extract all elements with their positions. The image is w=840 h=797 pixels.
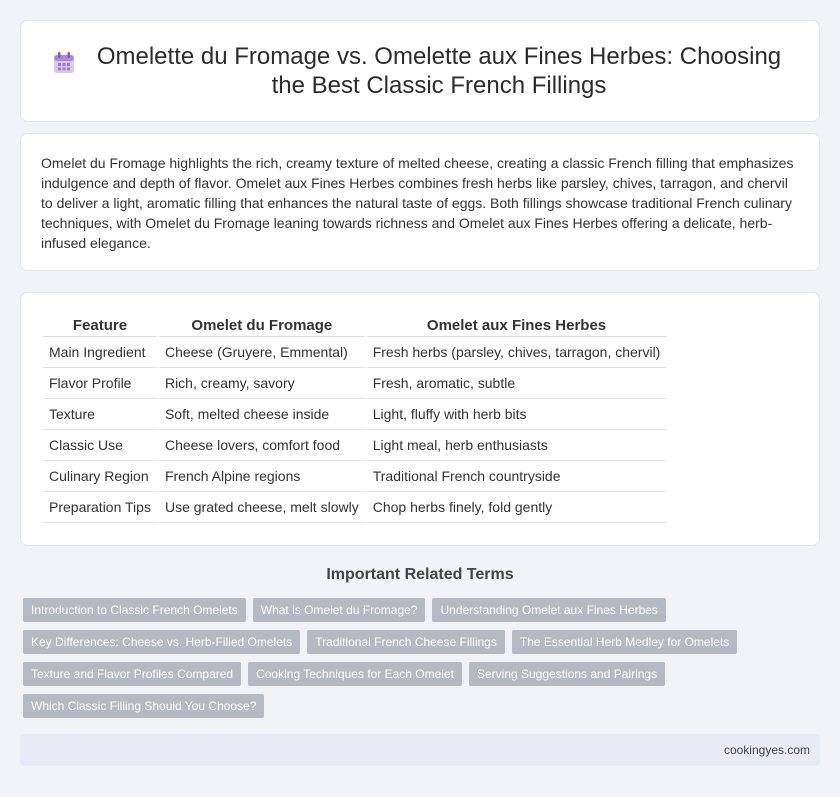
- header-inner: [51, 42, 789, 100]
- related-term-tag[interactable]: Serving Suggestions and Pairings: [469, 662, 665, 686]
- comparison-table: [41, 314, 668, 523]
- table-header-row: [43, 314, 666, 337]
- cell-fines-herbes: Chop herbs finely, fold gently: [367, 492, 667, 523]
- intro-paragraph: Omelet du Fromage highlights the rich, creamy texture of melted cheese, creating a classic French filling that emphasizes indulgence and depth of flavor. Omelet aux Fines Herbes combines fresh herbs like parsley, chives, tarragon, and chervil to deliver a light, aromatic filling that enhances the natural taste of eggs. Both fillings showcase traditional French culinary techniques, with Omelet du Fromage leaning towards richness and Omelet aux Fines Herbes offering a delicate, herb-infused elegance.: [41, 155, 794, 251]
- related-term-tag[interactable]: Introduction to Classic French Omelets: [23, 598, 246, 622]
- table-row: [43, 461, 666, 492]
- cell-feature: Preparation Tips: [43, 492, 157, 523]
- cell-feature: Flavor Profile: [43, 368, 157, 399]
- footer: [20, 734, 820, 766]
- cell-fines-herbes: Fresh herbs (parsley, chives, tarragon, chervil): [367, 337, 667, 368]
- related-term-tag[interactable]: What is Omelet du Fromage?: [253, 598, 426, 622]
- cell-fromage: French Alpine regions: [159, 461, 365, 492]
- cell-feature: Culinary Region: [43, 461, 157, 492]
- footer-site-link[interactable]: cookingyes.com: [723, 743, 810, 757]
- related-term-tag[interactable]: Which Classic Filling Should You Choose?: [23, 694, 264, 718]
- related-terms-title: Important Related Terms: [326, 566, 514, 583]
- header-fromage: Omelet du Fromage: [159, 314, 365, 337]
- header-fines-herbes: Omelet aux Fines Herbes: [367, 314, 667, 337]
- cell-feature: Main Ingredient: [43, 337, 157, 368]
- cell-fromage: Cheese lovers, comfort food: [159, 430, 365, 461]
- cell-fromage: Cheese (Gruyere, Emmental): [159, 337, 365, 368]
- cell-fromage: Use grated cheese, melt slowly: [159, 492, 365, 523]
- cell-fines-herbes: Fresh, aromatic, subtle: [367, 368, 667, 399]
- related-term-tag[interactable]: Traditional French Cheese Fillings: [307, 630, 505, 654]
- related-term-tag[interactable]: Cooking Techniques for Each Omelet: [248, 662, 462, 686]
- cell-fines-herbes: Light, fluffy with herb bits: [367, 399, 667, 430]
- table-row: [43, 337, 666, 368]
- related-term-tag[interactable]: Understanding Omelet aux Fines Herbes: [432, 598, 665, 622]
- header-card: [20, 20, 820, 122]
- page-title: Omelette du Fromage vs. Omelette aux Fines Herbes: Choosing the Best Classic French Fillings: [96, 43, 782, 99]
- related-term-tag[interactable]: The Essential Herb Medley for Omelets: [512, 630, 737, 654]
- related-terms-list: [23, 598, 783, 718]
- cell-feature: Classic Use: [43, 430, 157, 461]
- calendar-icon: [51, 42, 77, 81]
- comparison-table-card: [20, 292, 820, 546]
- cell-fines-herbes: Traditional French countryside: [367, 461, 667, 492]
- table-row: [43, 399, 666, 430]
- cell-feature: Texture: [43, 399, 157, 430]
- intro-card: [20, 133, 820, 271]
- header-feature: Feature: [43, 314, 157, 337]
- table-row: [43, 492, 666, 523]
- cell-fromage: Rich, creamy, savory: [159, 368, 365, 399]
- table-row: [43, 368, 666, 399]
- cell-fines-herbes: Light meal, herb enthusiasts: [367, 430, 667, 461]
- cell-fromage: Soft, melted cheese inside: [159, 399, 365, 430]
- related-term-tag[interactable]: Texture and Flavor Profiles Compared: [23, 662, 241, 686]
- table-row: [43, 430, 666, 461]
- related-term-tag[interactable]: Key Differences: Cheese vs. Herb-Filled Omelets: [23, 630, 300, 654]
